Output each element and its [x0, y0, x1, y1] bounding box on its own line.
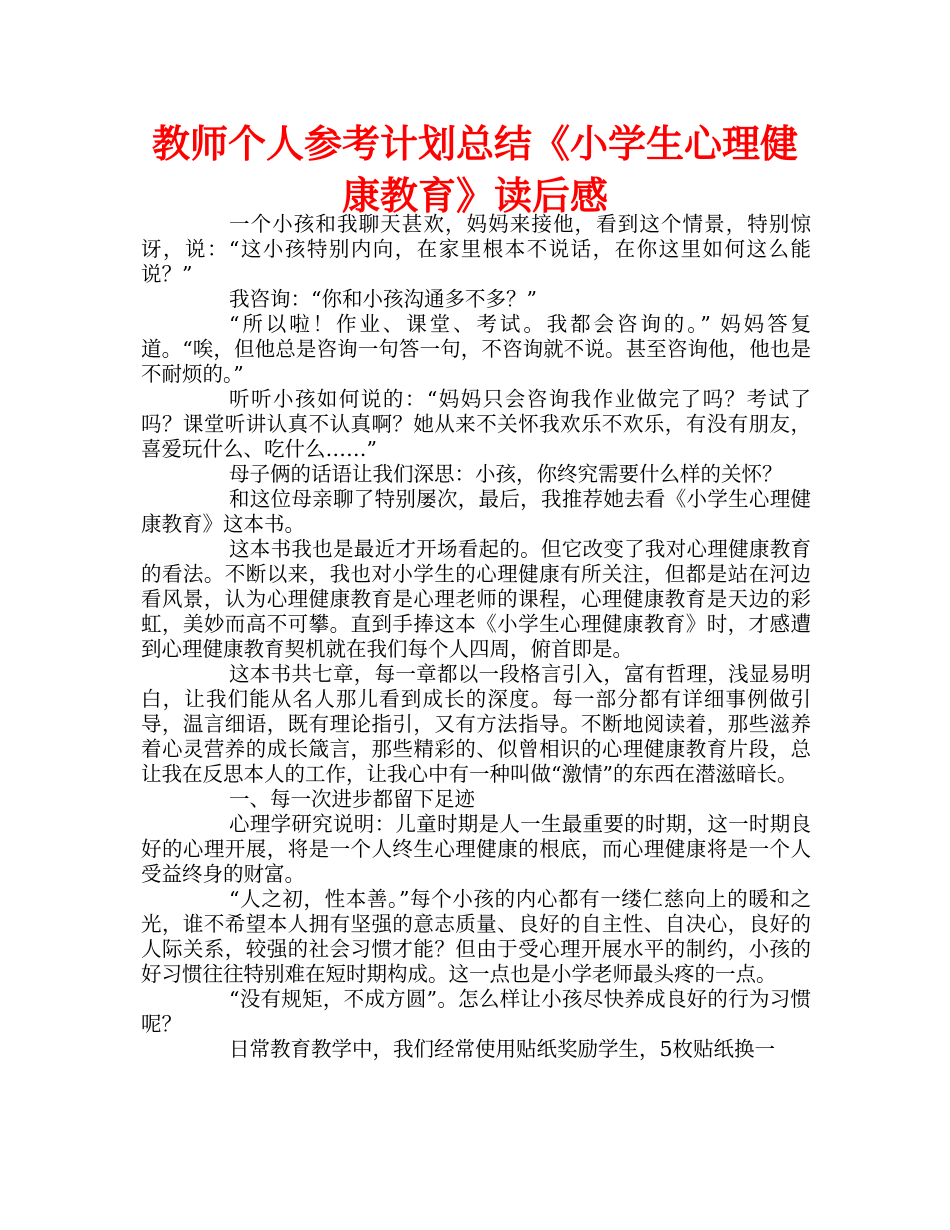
paragraph: 这本书共七章，每一章都以一段格言引入，富有哲理，浅显易明白，让我们能从名人那儿看到成长的深度。每一部分都有详细事例做引导，温言细语，既有理论指引，又有方法指导。不断地阅读着，那些滋养着心灵营养的成长箴言，那些精彩的、似曾相识的心理健康教育片段，总让我在反思本人的工作，让我心中有一种叫做“激情”的东西在潜滋暗长。: [141, 662, 811, 786]
paragraph: 我咨询：“你和小孩沟通多不多？”: [229, 287, 537, 311]
document-title: 教师个人参考计划总结《小学生心理健康教育》读后感: [151, 122, 798, 218]
paragraph: “所以啦！作业、课堂、考试。我都会咨询的。” 妈妈答复道。“唉，但他总是咨询一句答一句，不咨询就不说。甚至咨询他，他也是不耐烦的。”: [141, 312, 811, 386]
paragraph: “人之初，性本善。”每个小孩的内心都有一缕仁慈向上的暖和之光，谁不希望本人拥有坚强的意志质量、良好的自主性、自决心，良好的人际关系，较强的社会习惯才能？但由于受心理开展水平的制约，小孩的好习惯往往特别难在短时期构成。这一点也是小学老师最头疼的一点。: [141, 887, 811, 986]
paragraph: 这本书我也是最近才开场看起的。但它改变了我对心理健康教育的看法。不断以来，我也对小学生的心理健康有所关注，但都是站在河边看风景，认为心理健康教育是心理老师的课程，心理健康教育是天边的彩虹，美妙而高不可攀。直到手捧这本《小学生心理健康教育》时，才感遭到心理健康教育契机就在我们每个人四周，俯首即是。: [141, 537, 811, 661]
paragraph: 母子俩的话语让我们深思：小孩，你终究需要什么样的关怀？: [229, 462, 783, 486]
paragraph: 和这位母亲聊了特别屡次，最后，我推荐她去看《小学生心理健康教育》这本书。: [141, 487, 811, 536]
section-heading: 一、每一次进步都留下足迹: [229, 787, 475, 811]
paragraph: 听听小孩如何说的：“妈妈只会咨询我作业做完了吗？考试了吗？课堂听讲认真不认真啊？她从来不关怀我欢乐不欢乐，有没有朋友，喜爱玩什么、吃什么……”: [141, 387, 811, 461]
paragraph: 一个小孩和我聊天甚欢，妈妈来接他，看到这个情景，特别惊讶，说：“这小孩特别内向，在家里根本不说话，在你这里如何这么能说？”: [141, 212, 811, 286]
paragraph: 心理学研究说明：儿童时期是人一生最重要的时期，这一时期良好的心理开展，将是一个人终生心理健康的根底，而心理健康将是一个人受益终身的财富。: [141, 812, 811, 886]
paragraph: “没有规矩，不成方圆”。怎么样让小孩尽快养成良好的行为习惯呢？: [141, 987, 811, 1036]
paragraph: 日常教育教学中，我们经常使用贴纸奖励学生，5枚贴纸换一: [229, 1037, 776, 1061]
document-body: [141, 212, 811, 1062]
